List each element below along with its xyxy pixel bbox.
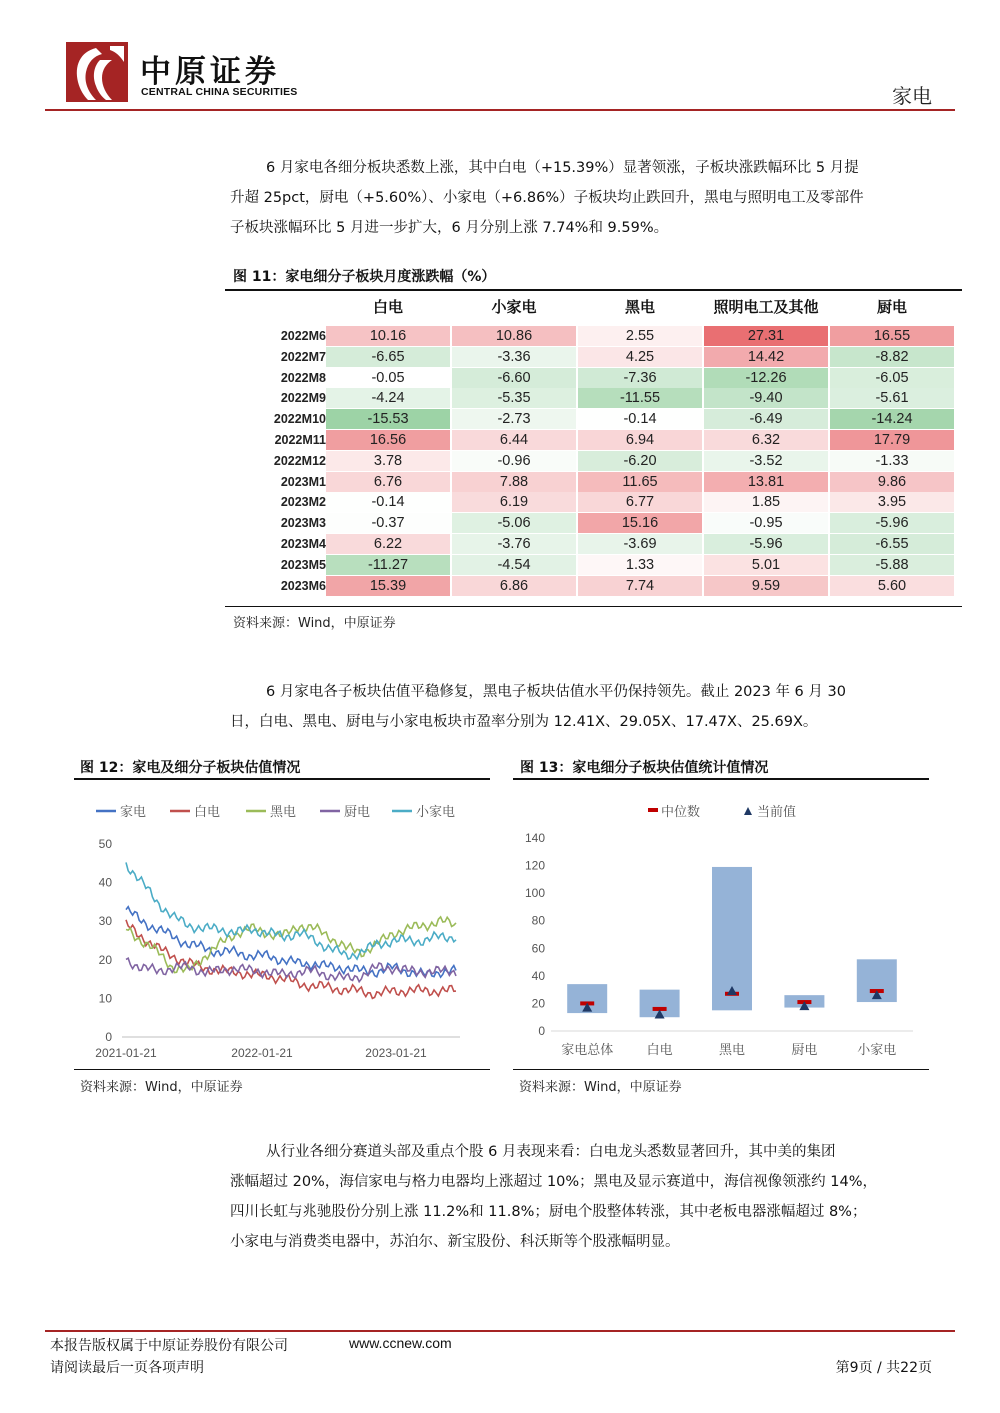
- table-cell: -11.27: [326, 555, 450, 575]
- paragraph-line: 日，白电、黑电、厨电与小家电板块市盈率分别为 12.41X、29.05X、17.47X、25.69X。: [230, 714, 818, 730]
- series-line-3: [126, 958, 456, 982]
- table-cell: -0.37: [326, 513, 450, 533]
- y-tick-label: 20: [98, 952, 112, 967]
- table-column-header: 黑电: [624, 298, 655, 316]
- legend-label: 厨电: [344, 805, 371, 820]
- figure-12-line-chart: [74, 790, 490, 1065]
- table-row-label: 2023M6: [280, 578, 326, 593]
- figure-11-bottom-rule: [225, 606, 962, 607]
- table-cell: 4.25: [578, 347, 702, 367]
- table-cell: 15.39: [326, 576, 450, 596]
- x-category-label: 小家电: [857, 1043, 897, 1058]
- figure-13-top-rule: [513, 778, 929, 780]
- brand-name-cn: 中原证券: [140, 54, 280, 90]
- y-tick-label: 0: [538, 1024, 545, 1038]
- paragraph-line: 从行业各细分赛道头部及重点个股 6 月表现来看：白电龙头悉数显著回升，其中美的集团: [266, 1144, 836, 1160]
- figure-12-top-rule: [74, 778, 490, 780]
- table-row-label: 2022M8: [280, 370, 326, 385]
- paragraph-line: 6 月家电各子板块估值平稳修复，黑电子板块估值水平仍保持领先。截止 2023 年 6 月 30: [266, 684, 846, 700]
- x-tick-label: 2023-01-21: [365, 1046, 427, 1060]
- legend-median-marker: [648, 808, 658, 812]
- table-cell: 3.95: [830, 492, 954, 512]
- table-cell: -1.33: [830, 451, 954, 471]
- table-cell: 5.60: [830, 576, 954, 596]
- table-cell: -3.52: [704, 451, 828, 471]
- table-cell: -4.24: [326, 388, 450, 408]
- table-cell: -6.60: [452, 368, 576, 388]
- table-cell: 7.88: [452, 472, 576, 492]
- table-cell: 10.16: [326, 326, 450, 346]
- table-cell: -15.53: [326, 409, 450, 429]
- legend-label: 当前值: [757, 805, 797, 820]
- table-cell: 2.55: [578, 326, 702, 346]
- table-cell: -5.06: [452, 513, 576, 533]
- paragraph-line: 子板块涨幅环比 5 月进一步扩大，6 月分别上涨 7.74%和 9.59%。: [230, 220, 669, 236]
- figure-13-range-chart: [513, 790, 929, 1065]
- table-cell: 1.85: [704, 492, 828, 512]
- table-row-label: 2022M6: [280, 329, 326, 343]
- figure-12-caption: 图 12：家电及细分子板块估值情况: [80, 760, 301, 776]
- table-cell: 6.19: [452, 492, 576, 512]
- legend-label: 中位数: [661, 805, 701, 820]
- x-category-label: 白电: [646, 1043, 673, 1058]
- legend-current-marker: [744, 807, 752, 815]
- figure-13-source: 资料来源：Wind，中原证券: [519, 1080, 682, 1095]
- footer-divider: [45, 1330, 955, 1332]
- table-cell: -0.14: [326, 492, 450, 512]
- table-cell: 6.44: [452, 430, 576, 450]
- table-cell: -5.96: [830, 513, 954, 533]
- figure-13-bottom-rule: [513, 1069, 929, 1070]
- y-tick-label: 50: [98, 837, 112, 851]
- figure-11-top-rule: [225, 289, 962, 291]
- table-cell: 9.86: [830, 472, 954, 492]
- paragraph-1: [230, 153, 952, 243]
- table-row-label: 2022M12: [273, 453, 326, 468]
- table-cell: -0.14: [578, 409, 702, 429]
- table-cell: 7.74: [578, 576, 702, 596]
- table-column-header: 厨电: [876, 298, 907, 316]
- table-cell: -0.95: [704, 513, 828, 533]
- y-tick-label: 100: [524, 886, 545, 901]
- table-cell: -7.36: [578, 368, 702, 388]
- paragraph-line: 小家电与消费类电器中，苏泊尔、新宝股份、科沃斯等个股涨幅明显。: [230, 1234, 680, 1250]
- y-tick-label: 30: [98, 914, 112, 929]
- paragraph-line: 四川长虹与兆驰股份分别上涨 11.2%和 11.8%；厨电个股整体转涨，其中老板电器涨幅超过 8%；: [230, 1204, 867, 1220]
- table-cell: -11.55: [578, 388, 702, 408]
- table-cell: 16.56: [326, 430, 450, 450]
- y-tick-label: 80: [531, 913, 545, 928]
- table-cell: -6.05: [830, 368, 954, 388]
- figure-13-caption: 图 13：家电细分子板块估值统计值情况: [520, 760, 769, 776]
- table-cell: 6.94: [578, 430, 702, 450]
- series-line-4: [126, 862, 456, 959]
- table-cell: 10.86: [452, 326, 576, 346]
- brand-name-en: CENTRAL CHINA SECURITIES: [141, 86, 298, 98]
- table-cell: -0.05: [326, 368, 450, 388]
- table-row-label: 2023M1: [280, 474, 326, 489]
- table-cell: -6.55: [830, 534, 954, 554]
- legend-label: 家电: [120, 805, 147, 820]
- figure-12-bottom-rule: [74, 1069, 490, 1070]
- table-cell: -0.96: [452, 451, 576, 471]
- table-row-label: 2023M2: [280, 495, 326, 510]
- table-cell: 13.81: [704, 472, 828, 492]
- table-cell: -14.24: [830, 409, 954, 429]
- y-tick-label: 20: [531, 996, 545, 1011]
- x-tick-label: 2022-01-21: [231, 1046, 293, 1060]
- paragraph-line: 升超 25pct，厨电（+5.60%）、小家电（+6.86%）子板块均止跌回升，黑电与照明电工及零部件: [230, 190, 864, 206]
- paragraph-line: 6 月家电各细分板块悉数上涨，其中白电（+15.39%）显著领涨，子板块涨跌幅环比 5 月提: [266, 160, 859, 176]
- table-cell: -6.20: [578, 451, 702, 471]
- y-tick-label: 60: [531, 941, 545, 956]
- y-tick-label: 140: [524, 831, 545, 845]
- table-cell: -2.73: [452, 409, 576, 429]
- table-cell: -9.40: [704, 388, 828, 408]
- table-cell: -6.49: [704, 409, 828, 429]
- paragraph-line: 涨幅超过 20%，海信家电与格力电器均上涨超过 10%；黑电及显示赛道中，海信视像领涨约 14%，: [230, 1174, 878, 1190]
- table-row-label: 2022M10: [273, 412, 326, 427]
- table-row-label: 2023M4: [280, 537, 326, 551]
- table-cell: 11.65: [578, 472, 702, 492]
- figure-12-source: 资料来源：Wind，中原证券: [80, 1080, 243, 1095]
- table-cell: -5.61: [830, 388, 954, 408]
- table-cell: -3.69: [578, 534, 702, 554]
- x-category-label: 厨电: [791, 1043, 818, 1058]
- table-row-label: 2023M3: [280, 516, 326, 531]
- table-cell: 6.76: [326, 472, 450, 492]
- table-column-header: 白电: [372, 298, 403, 316]
- paragraph-3: [230, 1137, 952, 1257]
- figure-11-source: 资料来源：Wind，中原证券: [233, 616, 396, 631]
- table-cell: -8.82: [830, 347, 954, 367]
- table-cell: 6.22: [326, 534, 450, 554]
- footer-website-link[interactable]: www.ccnew.com: [349, 1335, 452, 1351]
- company-logo: [66, 42, 128, 102]
- table-column-header: 照明电工及其他: [713, 298, 819, 316]
- legend-label: 黑电: [270, 805, 297, 820]
- table-cell: -3.36: [452, 347, 576, 367]
- table-cell: -5.35: [452, 388, 576, 408]
- table-cell: -5.88: [830, 555, 954, 575]
- table-cell: 17.79: [830, 430, 954, 450]
- header-divider: [45, 109, 955, 111]
- y-tick-label: 40: [98, 875, 112, 890]
- table-cell: 5.01: [704, 555, 828, 575]
- x-category-label: 黑电: [718, 1043, 746, 1058]
- section-tag: 家电: [892, 84, 932, 108]
- table-row-label: 2023M5: [280, 557, 326, 572]
- y-tick-label: 10: [98, 991, 112, 1006]
- table-row-label: 2022M9: [280, 391, 326, 406]
- table-cell: 1.33: [578, 555, 702, 575]
- table-column-header: 小家电: [491, 298, 537, 316]
- table-cell: 3.78: [326, 451, 450, 471]
- table-cell: -6.65: [326, 347, 450, 367]
- table-cell: 6.77: [578, 492, 702, 512]
- table-cell: 6.86: [452, 576, 576, 596]
- legend-label: 白电: [194, 805, 221, 820]
- page-number: 第9页 / 共22页: [835, 1360, 932, 1376]
- table-cell: -12.26: [704, 368, 828, 388]
- table-cell: 27.31: [704, 326, 828, 346]
- table-row-label: 2022M11: [274, 433, 326, 447]
- table-cell: -5.96: [704, 534, 828, 554]
- figure-11-caption: 图 11：家电细分子板块月度涨跌幅（%）: [233, 269, 496, 285]
- table-cell: -4.54: [452, 555, 576, 575]
- footer-disclaimer: 请阅读最后一页各项声明: [50, 1360, 204, 1376]
- x-category-label: 家电总体: [561, 1043, 614, 1058]
- y-tick-label: 40: [531, 968, 545, 983]
- table-cell: 16.55: [830, 326, 954, 346]
- table-cell: 15.16: [578, 513, 702, 533]
- table-cell: 9.59: [704, 576, 828, 596]
- x-tick-label: 2021-01-21: [95, 1046, 157, 1060]
- table-cell: -3.76: [452, 534, 576, 554]
- y-tick-label: 120: [524, 858, 545, 873]
- y-tick-label: 0: [105, 1030, 112, 1044]
- table-cell: 14.42: [704, 347, 828, 367]
- table-cell: 6.32: [704, 430, 828, 450]
- paragraph-2: [230, 677, 952, 737]
- legend-label: 小家电: [416, 805, 456, 820]
- footer-copyright: 本报告版权属于中原证券股份有限公司: [50, 1338, 288, 1354]
- table-row-label: 2022M7: [280, 349, 326, 364]
